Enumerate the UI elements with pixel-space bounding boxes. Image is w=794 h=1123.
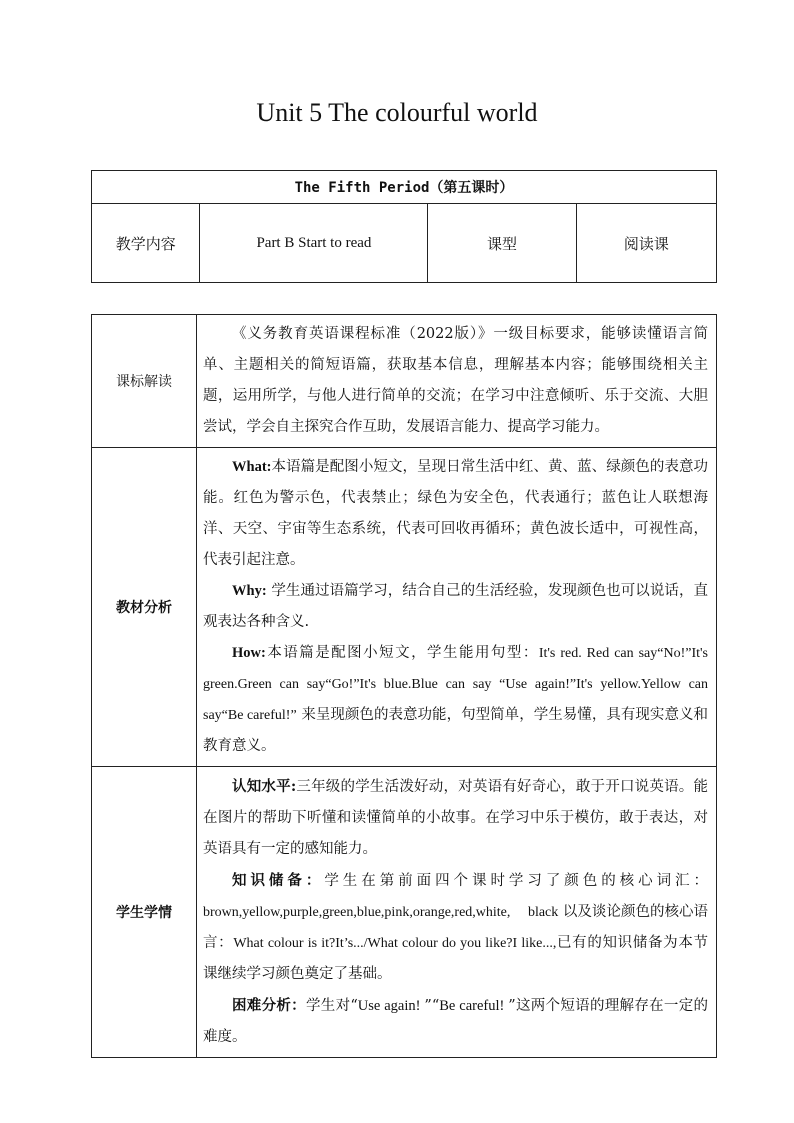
knowledge-en: What colour is it?It’s.../What colour do you like?I like...,: [233, 936, 557, 951]
document-title: Unit 5 The colourful world: [256, 98, 538, 127]
why-paragraph: [203, 576, 708, 638]
how-text-en: It's red. Red can say“No!”It's green.Green can say“Go!”It's blue.Blue can say “Use again!”It's yellow.Yellow can say“Be careful!”: [203, 646, 708, 723]
knowledge-text-1: 学生在第前面四个课时学习了颜色的核心词汇：: [324, 873, 709, 889]
what-label: What:: [232, 459, 272, 475]
how-text-1: 本语篇是配图小短文，学生能用句型：: [265, 645, 539, 661]
what-paragraph: [203, 452, 708, 576]
material-label: 教材分析: [92, 448, 197, 767]
period-info-table: [91, 170, 717, 283]
difficulty-text-1: 学生对“: [305, 998, 358, 1014]
cognition-paragraph: [203, 771, 708, 865]
how-text-2: 来呈现颜色的表意功能，句型简单，学生易懂，具有现实意义和教育意义。: [203, 707, 708, 754]
how-paragraph: [203, 638, 708, 762]
content-value: Part B Start to read: [200, 204, 428, 283]
difficulty-phrase-2: Be careful!: [439, 998, 509, 1014]
students-cell: [197, 767, 717, 1058]
standards-cell: [197, 315, 717, 448]
type-label: 课型: [428, 204, 576, 283]
knowledge-words: brown,yellow,purple,green,blue,pink,orange,red,white, black: [203, 905, 559, 920]
cognition-text: 三年级的学生活泼好动，对英语有好奇心，敢于开口说英语。能在图片的帮助下听懂和读懂简单的小故事。在学习中乐于模仿，敢于表达，对英语具有一定的感知能力。: [203, 779, 708, 857]
knowledge-text-2: 以及谈论颜色的核心语言：: [203, 904, 709, 951]
knowledge-label: 知识储备：: [232, 872, 325, 889]
cognition-label: 认知水平:: [232, 778, 297, 795]
difficulty-paragraph: [203, 990, 708, 1053]
difficulty-text-3: ”这两个短语的理解存在一定的难度。: [203, 998, 709, 1045]
type-value: 阅读课: [576, 204, 716, 283]
difficulty-phrase-1: Use again!: [357, 998, 425, 1014]
why-text: 学生通过语篇学习，结合自己的生活经验，发现颜色也可以说话，直观表达各种含义.: [203, 583, 709, 630]
difficulty-text-2: ”“: [424, 998, 440, 1014]
analysis-table: [91, 314, 717, 1058]
standards-label: 课标解读: [92, 315, 197, 448]
standards-text: 《义务教育英语课程标准（2022版）》一级目标要求，能够读懂语言简单、主题相关的简短语篇，获取基本信息，理解基本内容；能够围绕相关主题，运用所学，与他人进行简单的交流；在学习中注意倾听、乐于交流、大胆尝试，学会自主探究合作互助，发展语言能力、提高学习能力。: [203, 326, 708, 435]
content-label: 教学内容: [92, 204, 200, 283]
difficulty-label: 困难分析：: [232, 997, 306, 1014]
why-label: Why:: [232, 583, 267, 599]
knowledge-paragraph: [203, 865, 708, 990]
how-label: How:: [232, 645, 266, 661]
period-header: The Fifth Period（第五课时）: [92, 171, 717, 204]
what-text: 本语篇是配图小短文，呈现日常生活中红、黄、蓝、绿颜色的表意功能。红色为警示色，代表禁止；绿色为安全色，代表通行；蓝色让人联想海洋、天空、宇宙等生态系统，代表可回收再循环；黄色波长适中，可视性高，代表引起注意。: [203, 459, 708, 568]
material-cell: [197, 448, 717, 767]
knowledge-text-3: 已有的知识储备为本节课继续学习颜色奠定了基础。: [203, 935, 709, 982]
students-label: 学生学情: [92, 767, 197, 1058]
